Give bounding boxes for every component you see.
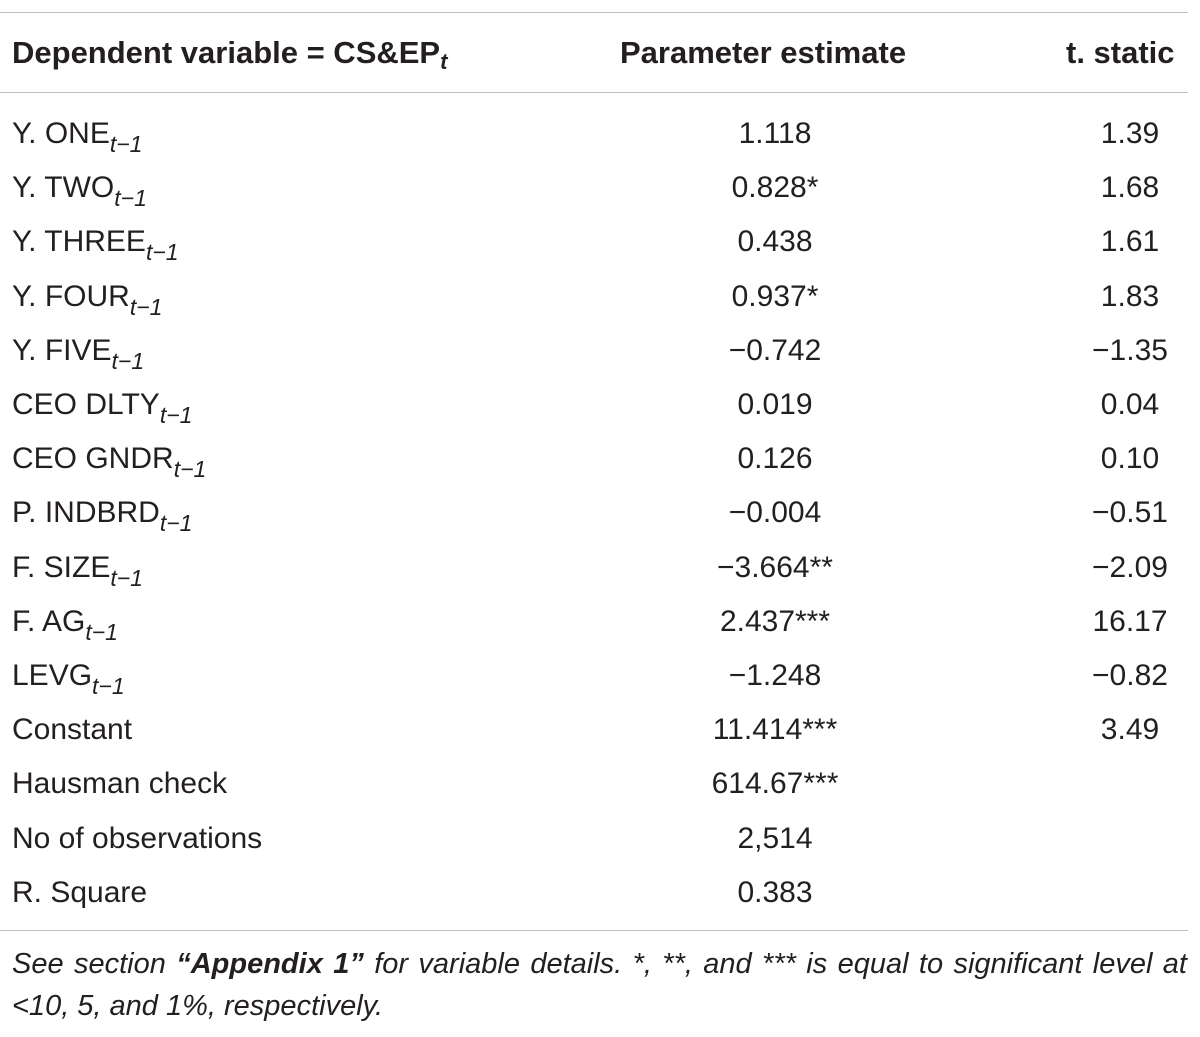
table-row — [0, 602, 1190, 656]
row-variable-label: Y. FOUR — [12, 279, 130, 313]
header-subscript: t — [440, 49, 448, 74]
row-variable-subscript: t−1 — [109, 131, 143, 157]
row-t-static: 16.17 — [1092, 604, 1168, 638]
row-parameter-estimate: −1.248 — [728, 659, 822, 692]
row-parameter-estimate: 2,514 — [737, 821, 813, 855]
row-variable — [12, 114, 142, 164]
row-variable-label: CEO GNDR — [12, 442, 174, 476]
table-row — [0, 439, 1190, 493]
row-variable-label: LEVG — [12, 659, 93, 692]
footnote-text-end: for variable details. *, **, and *** is equal to significant level at <10, 5, and 1%, respectively. — [12, 948, 1187, 1022]
header-parameter-estimate: Parameter estimate — [620, 35, 907, 70]
bottom-rule — [0, 930, 1188, 931]
row-variable-label: Hausman check — [12, 767, 228, 801]
top-rule — [0, 12, 1188, 13]
table-row — [0, 385, 1190, 439]
row-variable-label: F. AG — [12, 604, 86, 638]
table-row — [0, 656, 1190, 710]
row-parameter-estimate: 614.67*** — [711, 767, 839, 801]
row-t-static: 1.83 — [1100, 279, 1160, 313]
row-variable-subscript: t−1 — [111, 347, 145, 374]
table-row — [0, 764, 1190, 818]
table-row — [0, 331, 1190, 385]
table-row — [0, 548, 1190, 602]
row-variable — [12, 656, 125, 706]
row-variable-label: Y. ONE — [12, 117, 110, 150]
row-parameter-estimate: 0.126 — [737, 442, 813, 476]
row-variable-label: R. Square — [12, 875, 148, 909]
row-variable-subscript: t−1 — [159, 510, 193, 537]
row-variable-label: CEO DLTY — [12, 388, 160, 421]
row-variable-label: Y. TWO — [12, 171, 115, 205]
row-variable — [12, 710, 132, 750]
row-parameter-estimate: −3.664** — [717, 550, 833, 584]
header-rule — [0, 92, 1188, 93]
row-t-static: 3.49 — [1100, 713, 1160, 747]
row-variable-label: Y. FIVE — [12, 333, 112, 367]
row-variable-subscript: t−1 — [159, 402, 193, 428]
table-row — [0, 277, 1190, 331]
row-variable — [12, 385, 192, 435]
row-variable-subscript: t−1 — [85, 618, 118, 645]
table-row — [0, 873, 1190, 927]
row-t-static: −2.09 — [1092, 550, 1168, 584]
row-variable — [12, 331, 144, 381]
row-parameter-estimate: 0.937* — [731, 279, 819, 313]
row-variable-label: Constant — [12, 713, 133, 747]
row-variable-subscript: t−1 — [129, 293, 163, 320]
row-variable — [12, 493, 192, 543]
header-dependent-variable-text: Dependent variable = CS&EP — [12, 35, 441, 70]
row-variable — [12, 222, 179, 272]
row-t-static: 0.04 — [1100, 388, 1160, 421]
row-variable-label: P. INDBRD — [12, 496, 160, 530]
row-variable — [12, 548, 143, 598]
table-row — [0, 710, 1190, 764]
row-parameter-estimate: 0.019 — [737, 388, 813, 421]
row-parameter-estimate: −0.742 — [728, 333, 822, 367]
row-variable — [12, 873, 147, 913]
row-parameter-estimate: −0.004 — [728, 496, 822, 530]
footnote-text-start: See section — [12, 948, 177, 980]
row-parameter-estimate: 0.828* — [731, 171, 819, 205]
row-variable-label: F. SIZE — [12, 550, 111, 584]
table-row — [0, 222, 1190, 276]
row-t-static: 1.68 — [1100, 171, 1160, 205]
row-t-static: −0.51 — [1092, 496, 1168, 530]
row-variable-subscript: t−1 — [173, 456, 207, 483]
row-t-static: 1.61 — [1100, 225, 1160, 259]
row-variable — [12, 819, 262, 859]
header-dependent-variable — [12, 33, 447, 82]
row-variable-label: No of observations — [12, 821, 263, 855]
row-variable-subscript: t−1 — [114, 185, 147, 212]
row-parameter-estimate: 1.118 — [738, 117, 812, 150]
table-row — [0, 168, 1190, 222]
row-variable-subscript: t−1 — [110, 564, 143, 591]
row-t-static: −0.82 — [1092, 659, 1168, 692]
row-variable — [12, 764, 227, 804]
row-variable-subscript: t−1 — [145, 239, 179, 266]
table-row — [0, 493, 1190, 547]
header-t-static: t. static — [1066, 35, 1175, 70]
row-t-static: 1.39 — [1100, 117, 1160, 150]
row-variable — [12, 439, 206, 489]
row-variable — [12, 602, 118, 652]
row-parameter-estimate: 2.437*** — [719, 604, 831, 638]
footnote-appendix-ref: “Appendix 1” — [176, 948, 364, 980]
row-t-static: 0.10 — [1100, 442, 1160, 476]
row-parameter-estimate: 0.383 — [737, 875, 813, 909]
row-variable-label: Y. THREE — [12, 225, 146, 259]
table-row — [0, 819, 1190, 873]
table-footnote — [12, 943, 1187, 1027]
row-parameter-estimate: 0.438 — [737, 225, 813, 259]
row-variable-subscript: t−1 — [92, 673, 125, 699]
table-row — [0, 114, 1190, 168]
row-variable — [12, 168, 147, 218]
row-t-static: −1.35 — [1092, 333, 1168, 367]
row-variable — [12, 277, 162, 327]
row-parameter-estimate: 11.414*** — [712, 713, 838, 747]
